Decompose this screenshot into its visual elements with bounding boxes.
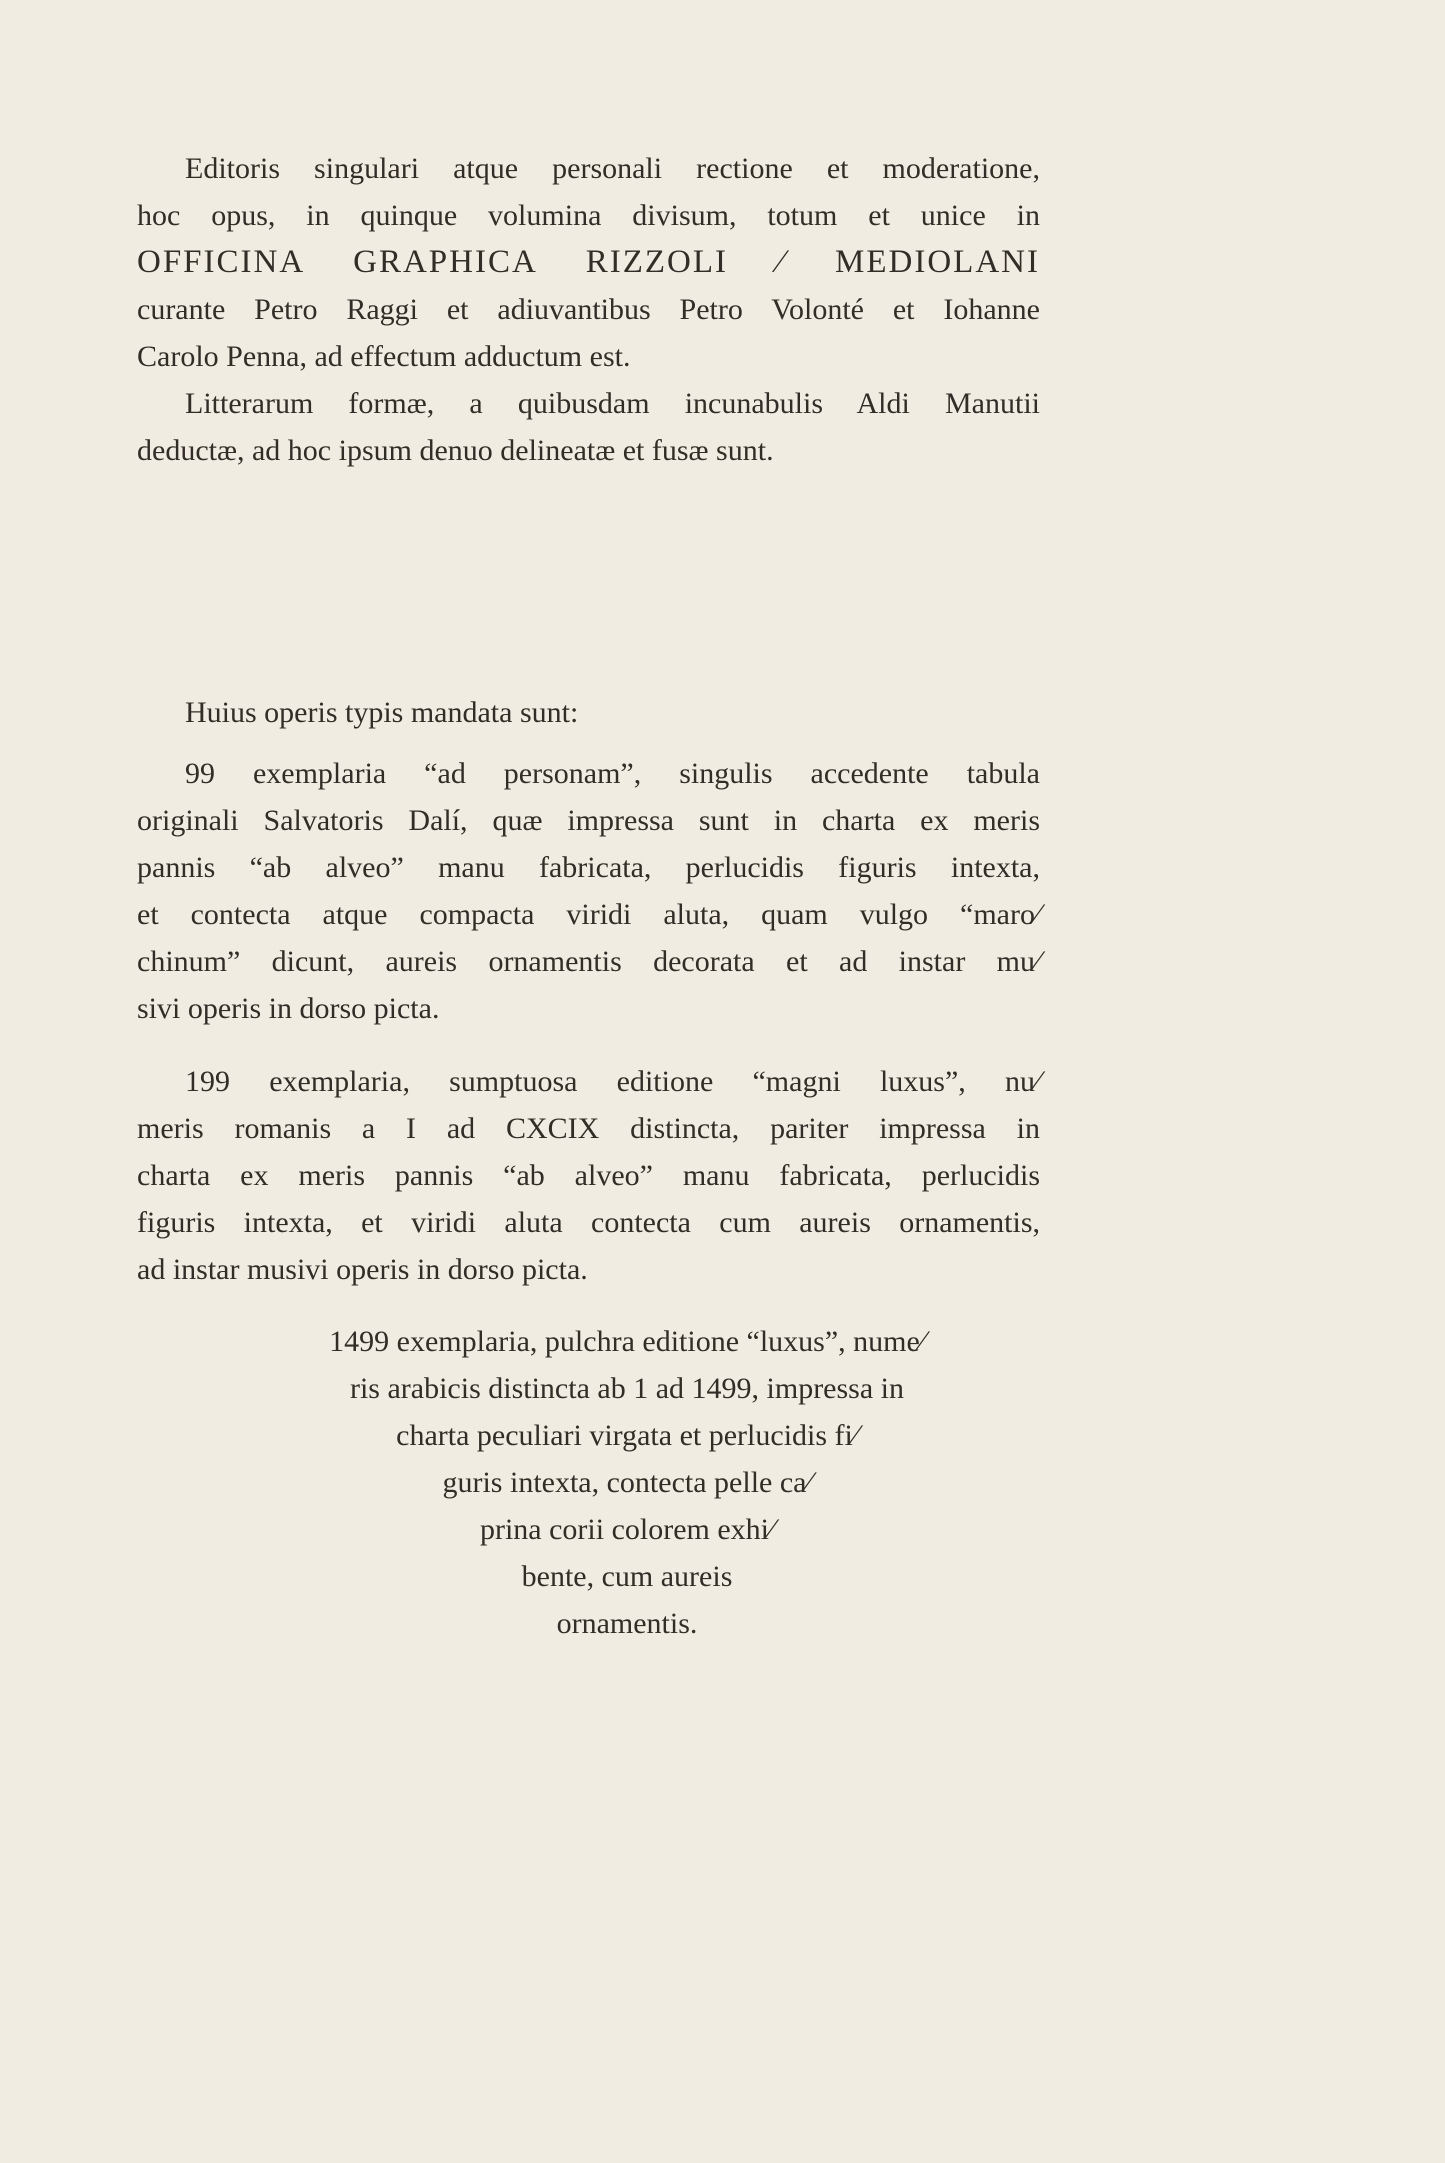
paragraph-199-exemplaria — [137, 1058, 1040, 1293]
text-line: Editoris singulari atque personali rectione et moderatione, — [185, 152, 1040, 185]
paragraph-1499-exemplaria — [257, 1318, 997, 1647]
text-line: OFFICINA GRAPHICA RIZZOLI ∕ MEDIOLANI — [137, 244, 1040, 280]
text-line: Carolo Penna, ad effectum adductum est. — [137, 340, 631, 373]
paragraph-editoris — [137, 145, 1040, 380]
colophon-text-block — [137, 145, 1040, 1647]
text-line: figuris intexta, et viridi aluta contecta cum aureis ornamentis, — [137, 1206, 1040, 1239]
text-line: bente, cum aureis — [521, 1560, 733, 1593]
text-line: charta peculiari virgata et perlucidis fi∕ — [396, 1419, 858, 1452]
paragraph-99-exemplaria — [137, 750, 1040, 1032]
text-line: guris intexta, contecta pelle ca∕ — [442, 1466, 812, 1499]
text-line: 199 exemplaria, sumptuosa editione “magni luxus”, nu∕ — [185, 1065, 1040, 1098]
text-line: prina corii colorem exhi∕ — [479, 1513, 775, 1546]
text-line: chinum” dicunt, aureis ornamentis decorata et ad instar mu∕ — [137, 945, 1040, 978]
text-line: 99 exemplaria “ad personam”, singulis accedente tabula — [185, 757, 1040, 790]
text-line: charta ex meris pannis “ab alveo” manu fabricata, perlucidis — [137, 1159, 1040, 1192]
text-line: sivi operis in dorso picta. — [137, 992, 440, 1025]
text-line: 1499 exemplaria, pulchra editione “luxus”, nume∕ — [329, 1325, 925, 1358]
text-line: meris romanis a I ad CXCIX distincta, pariter impressa in — [137, 1112, 1040, 1145]
text-line: deductæ, ad hoc ipsum denuo delineatæ et fusæ sunt. — [137, 434, 774, 467]
text-line: ornamentis. — [556, 1607, 698, 1640]
text-line: pannis “ab alveo” manu fabricata, perlucidis figuris intexta, — [137, 851, 1040, 884]
text-line: ris arabicis distincta ab 1 ad 1499, impressa in — [349, 1372, 905, 1405]
text-line: hoc opus, in quinque volumina divisum, totum et unice in — [137, 199, 1040, 232]
text-line: Litterarum formæ, a quibusdam incunabulis Aldi Manutii — [185, 387, 1040, 420]
section-heading: Huius operis typis mandata sunt: — [185, 696, 579, 729]
paragraph-litterarum — [137, 380, 1040, 474]
text-line: ad instar musivi operis in dorso picta. — [137, 1253, 588, 1286]
text-line: originali Salvatoris Dalí, quæ impressa sunt in charta ex meris — [137, 804, 1040, 837]
text-line: curante Petro Raggi et adiuvantibus Petro Volonté et Iohanne — [137, 293, 1040, 326]
text-line: et contecta atque compacta viridi aluta, quam vulgo “maro∕ — [137, 898, 1040, 931]
